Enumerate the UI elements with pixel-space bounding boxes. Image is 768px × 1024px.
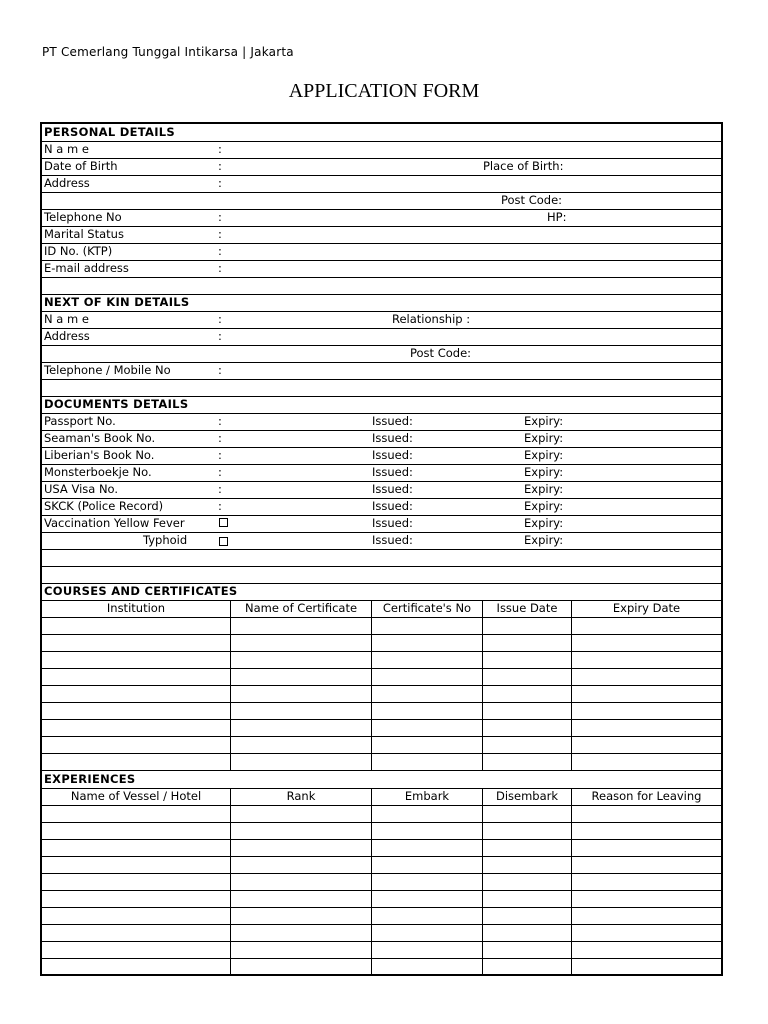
- document-label: Monsterboekje No.: [44, 465, 152, 479]
- table-cell[interactable]: [231, 617, 372, 634]
- kin-heading: NEXT OF KIN DETAILS: [44, 295, 190, 309]
- experience-row[interactable]: [42, 890, 721, 908]
- table-cell[interactable]: [572, 719, 721, 736]
- table-cell[interactable]: [231, 753, 372, 770]
- table-cell[interactable]: [572, 634, 721, 651]
- table-cell[interactable]: [483, 890, 572, 907]
- colon: :: [218, 363, 222, 377]
- marital-status-label: Marital Status: [44, 227, 124, 241]
- table-cell[interactable]: [572, 958, 721, 975]
- table-cell[interactable]: [42, 634, 231, 651]
- table-cell[interactable]: [572, 822, 721, 839]
- form-title: APPLICATION FORM: [288, 80, 480, 102]
- course-row[interactable]: [42, 617, 721, 635]
- kin-post-code-label: Post Code:: [410, 346, 472, 360]
- document-label: Passport No.: [44, 414, 116, 428]
- experience-row[interactable]: [42, 958, 721, 976]
- table-cell[interactable]: [372, 617, 483, 634]
- table-cell[interactable]: [231, 924, 372, 941]
- personal-telephone-row[interactable]: [42, 209, 721, 227]
- table-cell[interactable]: [572, 651, 721, 668]
- table-cell[interactable]: [372, 702, 483, 719]
- document-row-passport[interactable]: [42, 413, 721, 431]
- table-cell[interactable]: [572, 685, 721, 702]
- document-label: SKCK (Police Record): [44, 499, 164, 513]
- issued-label: Issued:: [372, 465, 413, 479]
- table-cell[interactable]: [42, 873, 231, 890]
- table-cell[interactable]: [42, 617, 231, 634]
- table-cell[interactable]: [231, 805, 372, 822]
- issued-label: Issued:: [372, 482, 413, 496]
- kin-heading-row: [42, 294, 721, 312]
- column-header: Expiry Date: [612, 601, 681, 615]
- table-cell[interactable]: [42, 839, 231, 856]
- company-name: PT Cemerlang Tunggal Intikarsa | Jakarta: [42, 45, 294, 59]
- table-cell[interactable]: [572, 907, 721, 924]
- course-row[interactable]: [42, 634, 721, 652]
- courses-heading-row: [42, 583, 721, 601]
- table-cell[interactable]: [372, 736, 483, 753]
- course-row[interactable]: [42, 719, 721, 737]
- id-no-label: ID No. (KTP): [44, 244, 113, 258]
- column-header: Issue Date: [483, 600, 572, 617]
- column-header: Rank: [231, 788, 372, 805]
- table-cell[interactable]: [572, 702, 721, 719]
- document-label: USA Visa No.: [44, 482, 119, 496]
- telephone-label: Telephone No: [44, 210, 122, 224]
- table-cell[interactable]: [483, 924, 572, 941]
- table-cell[interactable]: [372, 719, 483, 736]
- table-cell[interactable]: [42, 856, 231, 873]
- colon: :: [218, 329, 222, 343]
- course-row[interactable]: [42, 651, 721, 669]
- table-cell[interactable]: [42, 668, 231, 685]
- issued-label: Issued:: [372, 499, 413, 513]
- colon: :: [218, 312, 222, 326]
- experience-row[interactable]: [42, 805, 721, 823]
- table-cell[interactable]: [42, 890, 231, 907]
- table-cell[interactable]: [483, 719, 572, 736]
- table-cell[interactable]: [42, 736, 231, 753]
- kin-address-label: Address: [44, 329, 90, 343]
- table-cell[interactable]: [231, 856, 372, 873]
- colon: :: [218, 227, 222, 241]
- table-cell[interactable]: [483, 805, 572, 822]
- issued-label: Issued:: [372, 516, 413, 530]
- document-label: Liberian's Book No.: [44, 448, 155, 462]
- post-code-label: Post Code:: [501, 193, 563, 207]
- table-cell[interactable]: [572, 839, 721, 856]
- experiences-header-row: [42, 788, 721, 806]
- colon: :: [218, 244, 222, 258]
- personal-postcode-row[interactable]: [42, 192, 721, 210]
- experience-row[interactable]: [42, 822, 721, 840]
- personal-marital-row[interactable]: [42, 226, 721, 244]
- table-cell[interactable]: [372, 958, 483, 975]
- table-cell[interactable]: [42, 958, 231, 975]
- table-cell[interactable]: [572, 856, 721, 873]
- kin-name-row[interactable]: [42, 311, 721, 329]
- table-cell[interactable]: [483, 907, 572, 924]
- experience-row[interactable]: [42, 839, 721, 857]
- email-label: E-mail address: [44, 261, 129, 275]
- table-cell[interactable]: [572, 941, 721, 958]
- table-cell[interactable]: [483, 702, 572, 719]
- table-cell[interactable]: [372, 651, 483, 668]
- table-cell[interactable]: [483, 668, 572, 685]
- expiry-label: Expiry:: [524, 414, 564, 428]
- table-cell[interactable]: [572, 873, 721, 890]
- table-cell[interactable]: [231, 651, 372, 668]
- table-cell[interactable]: [372, 907, 483, 924]
- document-row-monsterboekje[interactable]: [42, 464, 721, 482]
- relationship-label: Relationship :: [392, 312, 471, 326]
- kin-address-row[interactable]: [42, 328, 721, 346]
- personal-heading: PERSONAL DETAILS: [44, 125, 175, 139]
- kin-name-label: N a m e: [44, 312, 89, 326]
- table-cell[interactable]: [231, 822, 372, 839]
- table-cell[interactable]: [372, 634, 483, 651]
- table-cell[interactable]: [231, 839, 372, 856]
- column-header: Certificate's No: [372, 600, 483, 617]
- issued-label: Issued:: [372, 414, 413, 428]
- personal-heading-row: [42, 124, 721, 142]
- experience-row[interactable]: [42, 924, 721, 942]
- table-cell[interactable]: [483, 856, 572, 873]
- table-cell[interactable]: [372, 856, 483, 873]
- table-cell[interactable]: [483, 941, 572, 958]
- table-cell[interactable]: [572, 805, 721, 822]
- expiry-label: Expiry:: [524, 533, 564, 547]
- document-row-usa-visa[interactable]: [42, 481, 721, 499]
- colon: :: [218, 482, 222, 496]
- colon: :: [218, 210, 222, 224]
- colon: :: [218, 261, 222, 275]
- table-cell[interactable]: [42, 685, 231, 702]
- table-cell[interactable]: [372, 941, 483, 958]
- course-row[interactable]: [42, 668, 721, 686]
- kin-postcode-row[interactable]: [42, 345, 721, 363]
- table-cell[interactable]: [483, 634, 572, 651]
- table-cell[interactable]: [483, 617, 572, 634]
- expiry-label: Expiry:: [524, 516, 564, 530]
- dob-label: Date of Birth: [44, 159, 118, 173]
- personal-email-row[interactable]: [42, 260, 721, 278]
- place-of-birth-label: Place of Birth:: [483, 159, 564, 173]
- column-header: Name of Vessel / Hotel: [42, 788, 231, 805]
- document-row-typhoid[interactable]: [42, 532, 721, 550]
- issued-label: Issued:: [372, 431, 413, 445]
- document-label: Seaman's Book No.: [44, 431, 156, 445]
- column-header: Embark: [372, 788, 483, 805]
- table-cell[interactable]: [372, 839, 483, 856]
- blank-row: [42, 566, 721, 584]
- column-header: Disembark: [483, 788, 572, 805]
- expiry-label: Expiry:: [524, 448, 564, 462]
- table-cell[interactable]: [372, 668, 483, 685]
- expiry-label: Expiry:: [524, 482, 564, 496]
- experience-row[interactable]: [42, 907, 721, 925]
- table-cell[interactable]: [572, 753, 721, 770]
- kin-telephone-label: Telephone / Mobile No: [44, 363, 171, 377]
- table-cell[interactable]: [231, 719, 372, 736]
- expiry-label: Expiry:: [524, 465, 564, 479]
- personal-name-row[interactable]: [42, 141, 721, 159]
- table-cell[interactable]: [572, 617, 721, 634]
- course-row[interactable]: [42, 736, 721, 754]
- table-cell[interactable]: [42, 907, 231, 924]
- table-cell[interactable]: [231, 685, 372, 702]
- table-cell[interactable]: [572, 890, 721, 907]
- courses-header-row: [42, 600, 721, 618]
- table-cell[interactable]: [42, 753, 231, 770]
- document-row-liberians-book[interactable]: [42, 447, 721, 465]
- colon: :: [218, 176, 222, 190]
- table-cell[interactable]: [42, 924, 231, 941]
- table-cell[interactable]: [483, 822, 572, 839]
- experience-row[interactable]: [42, 941, 721, 959]
- expiry-label: Expiry:: [524, 431, 564, 445]
- table-cell[interactable]: [231, 958, 372, 975]
- colon: :: [218, 465, 222, 479]
- document-row-seamans-book[interactable]: [42, 430, 721, 448]
- course-row[interactable]: [42, 753, 721, 771]
- table-cell[interactable]: [231, 736, 372, 753]
- hp-label: HP:: [547, 210, 567, 224]
- colon: :: [218, 499, 222, 513]
- table-cell[interactable]: [231, 941, 372, 958]
- table-cell[interactable]: [483, 839, 572, 856]
- table-cell[interactable]: [483, 958, 572, 975]
- table-cell[interactable]: [483, 736, 572, 753]
- table-cell[interactable]: [372, 873, 483, 890]
- course-row[interactable]: [42, 702, 721, 720]
- typhoid-checkbox[interactable]: [219, 537, 228, 546]
- documents-heading-row: [42, 396, 721, 414]
- table-cell[interactable]: [483, 651, 572, 668]
- table-cell[interactable]: [572, 924, 721, 941]
- table-cell[interactable]: [42, 805, 231, 822]
- kin-telephone-row[interactable]: [42, 362, 721, 380]
- column-header: Name of Certificate: [231, 600, 372, 617]
- table-cell[interactable]: [231, 702, 372, 719]
- table-cell[interactable]: [372, 805, 483, 822]
- courses-heading: COURSES AND CERTIFICATES: [44, 584, 238, 598]
- table-cell[interactable]: [372, 685, 483, 702]
- table-cell[interactable]: [372, 924, 483, 941]
- table-cell[interactable]: [231, 890, 372, 907]
- issued-label: Issued:: [372, 448, 413, 462]
- expiry-label: Expiry:: [524, 499, 564, 513]
- vaccination-label: Vaccination Yellow Fever: [44, 516, 185, 530]
- column-header: Reason for Leaving: [591, 789, 702, 803]
- course-row[interactable]: [42, 685, 721, 703]
- blank-row: [42, 549, 721, 567]
- table-cell[interactable]: [42, 702, 231, 719]
- blank-row: [42, 379, 721, 397]
- table-cell[interactable]: [372, 753, 483, 770]
- table-cell[interactable]: [42, 651, 231, 668]
- table-cell[interactable]: [231, 668, 372, 685]
- document-row-skck[interactable]: [42, 498, 721, 516]
- name-label: N a m e: [44, 142, 89, 156]
- table-cell[interactable]: [483, 873, 572, 890]
- experiences-heading: EXPERIENCES: [44, 772, 136, 786]
- documents-heading: DOCUMENTS DETAILS: [44, 397, 189, 411]
- address-label: Address: [44, 176, 90, 190]
- typhoid-label: Typhoid: [143, 533, 188, 547]
- table-cell[interactable]: [231, 634, 372, 651]
- personal-dob-row[interactable]: [42, 158, 721, 176]
- experiences-heading-row: [42, 771, 721, 789]
- personal-address-row[interactable]: [42, 175, 721, 193]
- document-row-yellow-fever[interactable]: [42, 515, 721, 533]
- issued-label: Issued:: [372, 533, 413, 547]
- table-cell[interactable]: [483, 685, 572, 702]
- column-header: Institution: [42, 600, 231, 617]
- table-cell[interactable]: [483, 753, 572, 770]
- colon: :: [218, 159, 222, 173]
- table-cell[interactable]: [42, 941, 231, 958]
- colon: :: [218, 431, 222, 445]
- experience-row[interactable]: [42, 856, 721, 874]
- personal-id-row[interactable]: [42, 243, 721, 261]
- yellow-fever-checkbox[interactable]: [219, 518, 228, 527]
- colon: :: [218, 142, 222, 156]
- experience-row[interactable]: [42, 873, 721, 891]
- blank-row: [42, 277, 721, 295]
- table-cell[interactable]: [42, 822, 231, 839]
- table-cell[interactable]: [572, 736, 721, 753]
- colon: :: [218, 414, 222, 428]
- table-cell[interactable]: [572, 668, 721, 685]
- table-cell[interactable]: [372, 822, 483, 839]
- application-form: [40, 122, 723, 976]
- table-cell[interactable]: [42, 719, 231, 736]
- table-cell[interactable]: [372, 890, 483, 907]
- colon: :: [218, 448, 222, 462]
- table-cell[interactable]: [231, 873, 372, 890]
- table-cell[interactable]: [231, 907, 372, 924]
